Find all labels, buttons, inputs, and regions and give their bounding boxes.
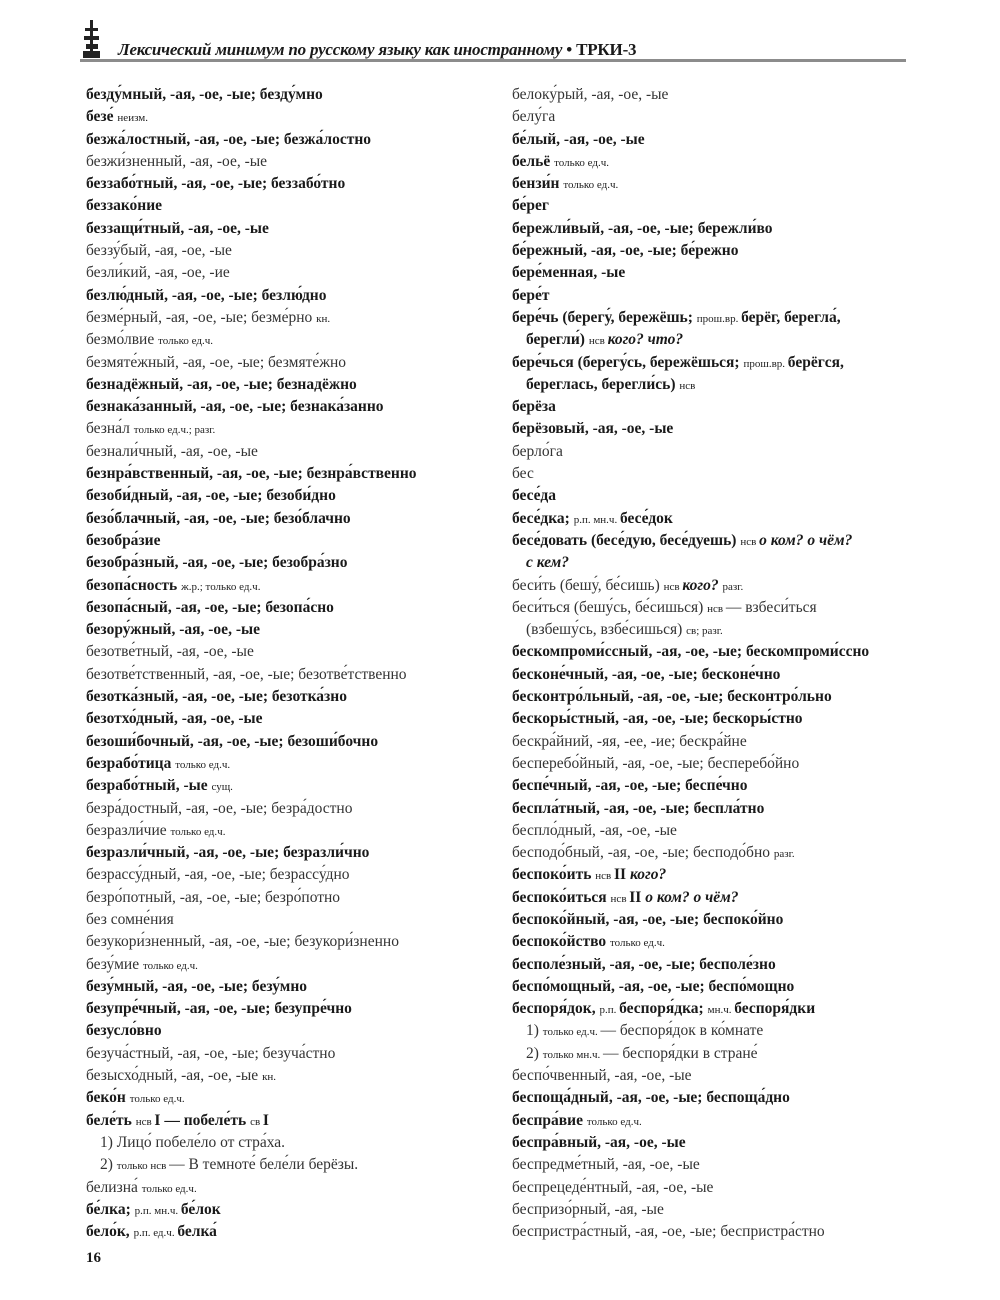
- dictionary-entry-line: [512, 396, 932, 418]
- entry-text: береглась, берегли́сь): [526, 375, 680, 393]
- dictionary-entry-line: [512, 285, 932, 307]
- dictionary-entry-line: [512, 798, 932, 820]
- entry-text: 2): [526, 1044, 543, 1062]
- dictionary-entry-line: [512, 864, 932, 886]
- entry-text: безу́мный, -ая, -ое, -ые; безу́мно: [86, 977, 308, 995]
- grammar-label: прош.вр.: [696, 312, 742, 325]
- left-column: [86, 84, 506, 1243]
- grammar-label: только нсв: [116, 1160, 170, 1173]
- dictionary-entry-line: [86, 329, 506, 351]
- dictionary-entry-line: [86, 1110, 506, 1132]
- dictionary-entry-line: [86, 1132, 506, 1154]
- grammar-label: нсв: [679, 379, 696, 392]
- dictionary-entry-line: [86, 106, 506, 128]
- dictionary-entry-line: [512, 1043, 932, 1065]
- entry-text: 1) Лицо́ побеле́ло от стра́ха.: [100, 1133, 286, 1151]
- dictionary-entry-line: [86, 641, 506, 663]
- entry-text: беспе́чный, -ая, -ое, -ые; беспе́чно: [512, 777, 748, 795]
- entry-text: 2): [100, 1156, 117, 1174]
- dictionary-entry-line: [512, 1110, 932, 1132]
- entry-text: беспоща́дный, -ая, -ое, -ые; беспоща́дно: [512, 1089, 790, 1107]
- entry-text: безли́кий, -ая, -ое, -ие: [86, 264, 230, 282]
- dictionary-entry-line: [512, 508, 932, 530]
- grammar-label: только ед.ч.: [609, 937, 665, 950]
- government-question: с кем?: [526, 554, 570, 572]
- entry-text: берёза: [512, 398, 556, 416]
- dictionary-entry-line: [512, 597, 932, 619]
- entry-text: бескоры́стный, -ая, -ое, -ые; бескоры́стно: [512, 710, 803, 728]
- dictionary-entry-line: [86, 887, 506, 909]
- entry-text: бесе́да: [512, 487, 556, 505]
- dictionary-entry-line: [86, 753, 506, 775]
- grammar-label: только ед.ч.: [141, 1182, 197, 1195]
- grammar-label: нсв: [740, 535, 760, 548]
- dictionary-entry-line: [512, 1177, 932, 1199]
- dictionary-entry-line: [512, 1221, 932, 1243]
- header-title: Лексический минимум по русскому языку как иностранному: [118, 40, 563, 59]
- dictionary-entry-line: [86, 909, 506, 931]
- entry-text: безукори́зненный, -ая, -ое, -ые; безукори́зненно: [86, 933, 399, 951]
- dictionary-entry-line: [86, 84, 506, 106]
- dictionary-entry-line: [86, 285, 506, 307]
- entry-text: беспредме́тный, -ая, -ое, -ые: [512, 1156, 700, 1174]
- dictionary-entry-line: [86, 441, 506, 463]
- entry-text: безобра́зный, -ая, -ое, -ые; безобра́зно: [86, 554, 348, 572]
- dictionary-entry-line: [86, 708, 506, 730]
- entry-text: белоку́рый, -ая, -ое, -ые: [512, 86, 669, 103]
- entry-text: беспоря́дки: [734, 1000, 816, 1018]
- entry-text: бензи́н: [512, 175, 564, 193]
- dictionary-entry-line: [86, 731, 506, 753]
- dictionary-entry-line: [512, 976, 932, 998]
- grammar-label: мн.ч.: [707, 1004, 735, 1017]
- entry-text: безоши́бочный, -ая, -ое, -ые; безоши́бочно: [86, 732, 379, 750]
- dictionary-entry-line: [86, 842, 506, 864]
- government-question: о ком? о чём?: [759, 531, 853, 549]
- dictionary-entry-line: [86, 530, 506, 552]
- grammar-label: разг.: [773, 848, 795, 861]
- entry-text: безна́л: [86, 420, 134, 438]
- dictionary-entry-line: [512, 1087, 932, 1109]
- entry-text: бельё: [512, 152, 555, 170]
- entry-text: бесконтро́льный, -ая, -ое, -ые; бесконтро́льно: [512, 688, 832, 706]
- entry-text: беспоко́ить: [512, 866, 596, 884]
- dictionary-entry-line: [86, 463, 506, 485]
- entry-text: бе́лка;: [86, 1200, 135, 1218]
- entry-text: безотве́тственный, -ая, -ое, -ые; безотве́тственно: [86, 665, 407, 683]
- grammar-label: только ед.ч.; разг.: [133, 424, 216, 437]
- dictionary-entry-line: [512, 753, 932, 775]
- entry-text: беспра́вный, -ая, -ое, -ые: [512, 1133, 686, 1151]
- entry-text: беспо́мощный, -ая, -ое, -ые; беспо́мощно: [512, 977, 795, 995]
- dictionary-entry-line: [512, 84, 932, 106]
- entry-text: безопа́сность: [86, 576, 182, 594]
- dictionary-entry-line: [86, 1020, 506, 1042]
- entry-text: II: [614, 866, 630, 884]
- entry-text: беле́ть: [86, 1111, 136, 1129]
- dictionary-entry-line: [512, 1132, 932, 1154]
- entry-text: беззу́бый, -ая, -ое, -ые: [86, 242, 232, 260]
- dictionary-entry-line: [86, 129, 506, 151]
- entry-text: беззако́ние: [86, 197, 163, 215]
- entry-text: безу́мие: [86, 955, 143, 973]
- dictionary-entry-line: [512, 195, 932, 217]
- grammar-label: нсв: [707, 602, 726, 615]
- dictionary-entry-line: [86, 1221, 506, 1243]
- dictionary-entry-line: [86, 1177, 506, 1199]
- dictionary-entry-line: [512, 106, 932, 128]
- entry-text: безоби́дный, -ая, -ое, -ые; безоби́дно: [86, 487, 336, 505]
- dictionary-entry-line: [86, 931, 506, 953]
- dictionary-entry-line: [512, 262, 932, 284]
- dictionary-entry-line: [512, 329, 932, 351]
- grammar-label: нсв: [135, 1115, 155, 1128]
- grammar-label: нсв: [610, 892, 630, 905]
- dictionary-entry-line: [86, 262, 506, 284]
- entry-text: белу́га: [512, 108, 556, 126]
- entry-text: бере́чься (берегу́сь, бережёшься;: [512, 353, 744, 371]
- grammar-label: только ед.ч.: [142, 959, 198, 972]
- entry-text: берегли́): [526, 331, 589, 349]
- grammar-label: только ед.ч.: [563, 179, 619, 192]
- grammar-label: нсв: [588, 335, 608, 348]
- grammar-label: ж.р.; только ед.ч.: [181, 580, 261, 593]
- grammar-label: св: [250, 1115, 263, 1128]
- dictionary-entry-line: [512, 820, 932, 842]
- entry-text: — взбеси́ться: [725, 598, 817, 616]
- government-question: кого? что?: [607, 331, 684, 349]
- dictionary-entry-line: [86, 552, 506, 574]
- dictionary-entry-line: [86, 218, 506, 240]
- dictionary-entry-line: [512, 954, 932, 976]
- entry-text: (взбешу́сь, взбе́сишься): [526, 621, 687, 639]
- dictionary-entry-line: [86, 396, 506, 418]
- entry-text: беси́ться (бешу́сь, бе́сишься): [512, 598, 708, 616]
- dictionary-entry-line: [512, 552, 932, 574]
- dictionary-entry-line: [86, 597, 506, 619]
- grammar-label: св; разг.: [686, 625, 723, 638]
- entry-text: бесконе́чный, -ая, -ое, -ые; бесконе́чно: [512, 665, 781, 683]
- dictionary-entry-line: [512, 842, 932, 864]
- dictionary-entry-line: [86, 575, 506, 597]
- entry-text: бесе́дка;: [512, 509, 574, 527]
- dictionary-entry-line: [86, 307, 506, 329]
- header-separator: •: [566, 40, 573, 59]
- entry-text: безро́потный, -ая, -ое, -ые; безро́потно: [86, 888, 341, 906]
- entry-text: безме́рный, -ая, -ое, -ые; безме́рно: [86, 308, 317, 326]
- grammar-label: только ед.ч.: [175, 758, 231, 771]
- entry-text: берёгся,: [787, 353, 844, 371]
- entry-text: безмяте́жный, -ая, -ое, -ые; безмяте́жно: [86, 353, 346, 371]
- grammar-label: нсв: [595, 870, 614, 883]
- entry-text: 1): [526, 1022, 543, 1040]
- entry-text: безысхо́дный, -ая, -ое, -ые: [86, 1067, 263, 1085]
- entry-text: беззабо́тный, -ая, -ое, -ые; беззабо́тно: [86, 175, 346, 193]
- entry-text: бе́лый, -ая, -ое, -ые: [512, 130, 645, 148]
- entry-text: беспрецеде́нтный, -ая, -ое, -ые: [512, 1178, 714, 1196]
- dictionary-entry-line: [512, 151, 932, 173]
- dictionary-entry-line: [512, 998, 932, 1020]
- entry-text: беси́ть (бешу́, бе́сишь): [512, 576, 664, 594]
- dictionary-entry-line: [86, 775, 506, 797]
- dictionary-entry-line: [512, 708, 932, 730]
- dictionary-entry-line: [512, 530, 932, 552]
- entry-text: бере́чь (берегу́, бережёшь;: [512, 308, 697, 326]
- dictionary-entry-line: [512, 240, 932, 262]
- entry-text: безотве́тный, -ая, -ое, -ые: [86, 643, 254, 661]
- right-column: [512, 84, 932, 1243]
- entry-text: безупре́чный, -ая, -ое, -ые; безупре́чно: [86, 1000, 352, 1018]
- entry-text: безра́достный, -ая, -ое, -ые; безра́достно: [86, 799, 353, 817]
- government-question: кого?: [682, 576, 723, 594]
- entry-text: безе́: [86, 108, 118, 126]
- entry-text: бе́режный, -ая, -ое, -ые; бе́режно: [512, 242, 739, 260]
- entry-text: беспоко́йство: [512, 933, 610, 951]
- entry-text: безразли́чие: [86, 821, 171, 839]
- entry-text: безжа́лостный, -ая, -ое, -ые; безжа́лостно: [86, 130, 372, 148]
- dictionary-entry-line: [512, 307, 932, 329]
- dictionary-entry-line: [86, 976, 506, 998]
- entry-text: бере́т: [512, 286, 550, 304]
- grammar-label: только мн.ч.: [542, 1048, 603, 1061]
- dictionary-entry-line: [512, 1154, 932, 1176]
- entry-text: бело́к,: [86, 1223, 134, 1241]
- entry-text: бескра́йний, -яя, -ее, -ие; бескра́йне: [512, 732, 747, 750]
- entry-text: белизна́: [86, 1178, 142, 1196]
- entry-text: безразли́чный, -ая, -ое, -ые; безразли́чно: [86, 844, 370, 862]
- grammar-label: только ед.ч.: [554, 156, 610, 169]
- dictionary-entry-line: [86, 151, 506, 173]
- dictionary-entry-line: [512, 441, 932, 463]
- entry-text: бесподо́бный, -ая, -ое, -ые; бесподо́бно: [512, 844, 774, 862]
- page-number: 16: [86, 1250, 101, 1266]
- entry-text: безрабо́тный, -ые: [86, 777, 212, 795]
- dictionary-entry-line: [512, 931, 932, 953]
- entry-text: беко́н: [86, 1089, 130, 1107]
- entry-text: беспризо́рный, -ая, -ые: [512, 1200, 664, 1218]
- grammar-label: только ед.ч.: [542, 1026, 601, 1039]
- dictionary-entry-line: [86, 1065, 506, 1087]
- entry-text: безжи́зненный, -ая, -ое, -ые: [86, 152, 268, 170]
- grammar-label: нсв: [663, 580, 683, 593]
- dictionary-entry-line: [86, 418, 506, 440]
- dictionary-entry-line: [86, 485, 506, 507]
- entry-text: — беспоря́дки в стране́: [603, 1044, 758, 1062]
- entry-text: беспоря́дка;: [619, 1000, 708, 1018]
- dictionary-entry-line: [512, 1065, 932, 1087]
- dictionary-entry-line: [512, 418, 932, 440]
- entry-text: бескомпроми́ссный, -ая, -ое, -ые; бескомпроми́ссно: [512, 643, 870, 661]
- entry-text: I: [262, 1111, 269, 1129]
- entry-text: безнра́вственный, -ая, -ое, -ые; безнра́вственно: [86, 465, 417, 483]
- dictionary-entry-line: [86, 798, 506, 820]
- entry-text: — В темноте́ беле́ли берёзы.: [169, 1156, 359, 1174]
- grammar-label: только ед.ч.: [170, 825, 226, 838]
- publisher-logo-icon: [82, 18, 102, 60]
- entry-text: — беспоря́док в ко́мнате: [600, 1022, 764, 1040]
- entry-text: беспристра́стный, -ая, -ое, -ые; беспристра́стно: [512, 1223, 825, 1241]
- entry-text: беспоря́док,: [512, 1000, 600, 1018]
- entry-text: беспоко́иться: [512, 888, 611, 906]
- entry-text: безмо́лвие: [86, 331, 159, 349]
- grammar-label: разг.: [722, 580, 744, 593]
- entry-text: безотка́зный, -ая, -ое, -ые; безотка́зно: [86, 688, 347, 706]
- entry-text: I — побеле́ть: [154, 1111, 251, 1129]
- dictionary-entry-line: [86, 619, 506, 641]
- dictionary-entry-line: [512, 664, 932, 686]
- entry-text: белка́: [177, 1223, 217, 1241]
- grammar-label: сущ.: [211, 781, 233, 794]
- entry-text: безо́блачный, -ая, -ое, -ые; безо́блачно: [86, 509, 351, 527]
- entry-text: безнали́чный, -ая, -ое, -ые: [86, 442, 258, 460]
- entry-text: бережли́вый, -ая, -ое, -ые; бережли́во: [512, 219, 773, 237]
- entry-text: бесперебо́йный, -ая, -ое, -ые; бесперебо́йно: [512, 754, 800, 772]
- entry-text: безотхо́дный, -ая, -ое, -ые: [86, 710, 263, 728]
- dictionary-entry-line: [512, 485, 932, 507]
- entry-text: бе́лок: [180, 1200, 221, 1218]
- grammar-label: прош.вр.: [743, 357, 788, 370]
- dictionary-entry-line: [512, 173, 932, 195]
- dictionary-entry-line: [86, 240, 506, 262]
- dictionary-entry-line: [512, 575, 932, 597]
- grammar-label: р.п. ед.ч.: [133, 1227, 178, 1240]
- grammar-label: р.п.: [599, 1004, 620, 1017]
- dictionary-entry-line: [512, 218, 932, 240]
- dictionary-entry-line: [86, 374, 506, 396]
- entry-text: беспло́дный, -ая, -ое, -ые: [512, 821, 677, 839]
- dictionary-entry-line: [512, 374, 932, 396]
- dictionary-entry-line: [512, 641, 932, 663]
- entry-text: берёзовый, -ая, -ое, -ые: [512, 420, 674, 438]
- dictionary-entry-line: [512, 619, 932, 641]
- dictionary-entry-line: [86, 686, 506, 708]
- dictionary-entry-line: [86, 664, 506, 686]
- dictionary-entry-line: [512, 909, 932, 931]
- dictionary-entry-line: [86, 1043, 506, 1065]
- entry-text: бесе́довать (бесе́дую, бесе́дуешь): [512, 531, 741, 549]
- dictionary-entry-line: [512, 1020, 932, 1042]
- entry-text: безду́мный, -ая, -ое, -ые; безду́мно: [86, 86, 323, 103]
- entry-text: безору́жный, -ая, -ое, -ые: [86, 621, 260, 639]
- entry-text: бес: [512, 465, 534, 483]
- dictionary-entry-line: [512, 129, 932, 151]
- dictionary-entry-line: [86, 508, 506, 530]
- entry-text: беспоко́йный, -ая, -ое, -ые; беспоко́йно: [512, 910, 784, 928]
- entry-text: безопа́сный, -ая, -ое, -ые; безопа́сно: [86, 598, 334, 616]
- dictionary-entry-line: [86, 954, 506, 976]
- grammar-label: неизм.: [117, 112, 148, 125]
- grammar-label: р.п. мн.ч.: [573, 513, 620, 526]
- entry-text: беззащи́тный, -ая, -ое, -ые: [86, 219, 269, 237]
- entry-text: бесе́док: [619, 509, 673, 527]
- header-level: ТРКИ-3: [576, 40, 637, 59]
- entry-text: безнадёжный, -ая, -ое, -ые; безнадёжно: [86, 375, 357, 393]
- entry-text: II: [629, 888, 646, 906]
- dictionary-entry-line: [86, 173, 506, 195]
- government-question: кого?: [629, 866, 667, 884]
- entry-text: берёг, берегла́,: [741, 308, 841, 326]
- dictionary-entry-line: [86, 1087, 506, 1109]
- dictionary-entry-line: [86, 195, 506, 217]
- dictionary-entry-line: [512, 775, 932, 797]
- entry-text: безнака́занный, -ая, -ое, -ые; безнака́занно: [86, 398, 384, 416]
- grammar-label: только ед.ч.: [129, 1093, 185, 1106]
- grammar-label: кн.: [262, 1071, 277, 1084]
- entry-text: беспра́вие: [512, 1111, 587, 1129]
- entry-text: беспо́чвенный, -ая, -ое, -ые: [512, 1067, 692, 1085]
- entry-text: берло́га: [512, 442, 563, 460]
- entry-text: бере́менная, -ые: [512, 264, 626, 282]
- dictionary-entry-line: [512, 463, 932, 485]
- entry-text: беспла́тный, -ая, -ое, -ые; беспла́тно: [512, 799, 765, 817]
- grammar-label: кн.: [316, 312, 331, 325]
- entry-text: бе́рег: [512, 197, 549, 215]
- entry-text: бесполе́зный, -ая, -ое, -ые; бесполе́зно: [512, 955, 776, 973]
- dictionary-entry-line: [512, 731, 932, 753]
- entry-text: безлю́дный, -ая, -ое, -ые; безлю́дно: [86, 286, 327, 304]
- dictionary-entry-line: [86, 352, 506, 374]
- dictionary-entry-line: [86, 1154, 506, 1176]
- entry-text: безобра́зие: [86, 531, 161, 549]
- entry-text: без сомне́ния: [86, 910, 174, 928]
- entry-text: безрассу́дный, -ая, -ое, -ые; безрассу́дно: [86, 866, 350, 884]
- dictionary-entry-line: [512, 686, 932, 708]
- entry-text: безрабо́тица: [86, 754, 176, 772]
- dictionary-entry-line: [86, 1199, 506, 1221]
- entry-text: безусло́вно: [86, 1022, 162, 1040]
- entry-text: безуча́стный, -ая, -ое, -ые; безуча́стно: [86, 1044, 336, 1062]
- dictionary-entry-line: [512, 887, 932, 909]
- grammar-label: только ед.ч.: [158, 335, 214, 348]
- government-question: о ком? о чём?: [645, 888, 739, 906]
- dictionary-entry-line: [86, 820, 506, 842]
- header-rule: [80, 59, 906, 62]
- running-header: [118, 40, 636, 60]
- grammar-label: только ед.ч.: [586, 1115, 642, 1128]
- grammar-label: р.п. мн.ч.: [134, 1204, 181, 1217]
- dictionary-entry-line: [86, 864, 506, 886]
- dictionary-entry-line: [86, 998, 506, 1020]
- dictionary-entry-line: [512, 352, 932, 374]
- dictionary-entry-line: [512, 1199, 932, 1221]
